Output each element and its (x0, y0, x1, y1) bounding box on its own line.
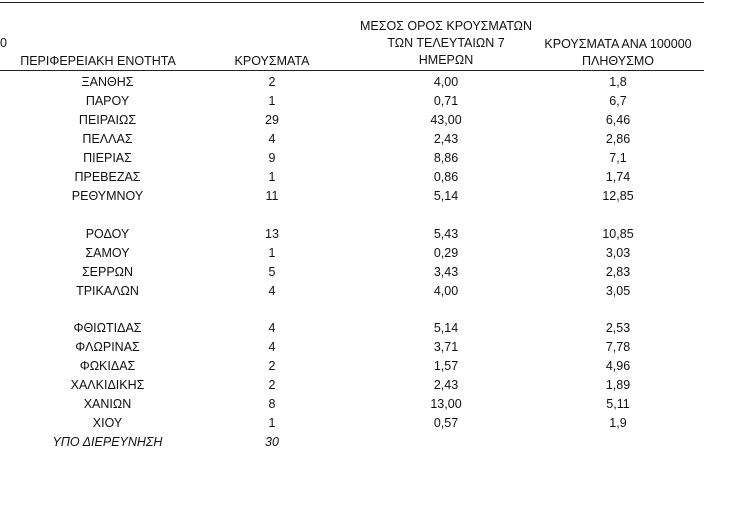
cell-region: ΣΑΜΟΥ (85, 246, 130, 260)
cell-region: ΣΕΡΡΩΝ (81, 265, 134, 279)
cell-region: ΧΑΝΙΩΝ (83, 397, 132, 411)
cell-cases: 4 (268, 321, 276, 335)
cell-cases: 11 (265, 189, 279, 203)
cell-cases: 13 (265, 227, 279, 241)
header-per-line-1: ΚΡΟΥΣΜΑΤΑ ΑΝΑ 100000 (544, 37, 692, 51)
cell-avg: 2,43 (433, 132, 459, 146)
cell-region: ΦΩΚΙΔΑΣ (79, 359, 136, 373)
cell-region: ΞΑΝΘΗΣ (81, 75, 134, 89)
cell-cases: 5 (268, 265, 276, 279)
header-avg-line-1: ΜΕΣΟΣ ΟΡΟΣ ΚΡΟΥΣΜΑΤΩΝ (359, 19, 533, 33)
cell-per100k: 6,7 (609, 94, 627, 108)
cell-cases: 2 (268, 75, 276, 89)
table-row (0, 92, 734, 111)
cell-cases: 30 (265, 435, 279, 449)
table-row (0, 244, 734, 263)
cell-per100k: 2,83 (605, 265, 631, 279)
cell-cases: 9 (268, 151, 276, 165)
cell-avg: 43,00 (430, 113, 462, 127)
table-row (0, 187, 734, 206)
cell-per100k: 10,85 (602, 227, 634, 241)
cell-per100k: 7,78 (605, 340, 631, 354)
cell-cases: 4 (268, 284, 276, 298)
cell-avg: 13,00 (430, 397, 462, 411)
table-row (0, 319, 734, 338)
cell-per100k: 12,85 (602, 189, 634, 203)
cut-off-number: 0 (0, 36, 7, 50)
cell-per100k: 1,8 (609, 75, 627, 89)
cell-avg: 3,71 (433, 340, 459, 354)
cell-region: ΠΕΛΛΑΣ (82, 132, 133, 146)
cell-avg: 4,00 (433, 284, 459, 298)
table-row (0, 168, 734, 187)
cell-region: ΠΕΙΡΑΙΩΣ (78, 113, 137, 127)
table-row (0, 263, 734, 282)
header-avg-line-2: ΤΩΝ ΤΕΛΕΥΤΑΙΩΝ 7 (387, 36, 505, 50)
table-row (0, 149, 734, 168)
cell-cases: 2 (268, 359, 276, 373)
header-per-line-2: ΠΛΗΘΥΣΜΟ (582, 54, 654, 68)
cell-region: ΥΠΟ ΔΙΕΡΕΥΝΗΣΗ (52, 435, 163, 449)
cell-per100k: 5,11 (606, 397, 630, 411)
cell-cases: 8 (268, 397, 276, 411)
cell-cases: 4 (268, 132, 276, 146)
column-header-region: ΠΕΡΙΦΕΡΕΙΑΚΗ ΕΝΟΤΗΤΑ (20, 54, 176, 68)
cell-cases: 1 (268, 170, 276, 184)
cell-avg: 3,43 (433, 265, 459, 279)
cell-per100k: 3,05 (605, 284, 631, 298)
cell-per100k: 1,89 (605, 378, 631, 392)
cell-avg: 0,57 (433, 416, 459, 430)
cell-per100k: 1,74 (605, 170, 631, 184)
cell-avg: 8,86 (433, 151, 459, 165)
cell-cases: 29 (265, 113, 279, 127)
cell-region: ΠΑΡΟΥ (85, 94, 130, 108)
cell-avg: 0,71 (433, 94, 459, 108)
cell-avg: 5,14 (433, 189, 459, 203)
table-row (0, 414, 734, 433)
table-row (0, 395, 734, 414)
cell-per100k: 3,03 (605, 246, 631, 260)
cell-region: ΠΡΕΒΕΖΑΣ (74, 170, 141, 184)
table-row (0, 376, 734, 395)
header-avg-line-3: ΗΜΕΡΩΝ (418, 53, 474, 67)
cell-cases: 1 (268, 94, 276, 108)
cell-avg: 2,43 (433, 378, 459, 392)
cell-avg: 0,86 (433, 170, 459, 184)
table-row (0, 130, 734, 149)
cell-region: ΧΑΛΚΙΔΙΚΗΣ (70, 378, 145, 392)
table-row (0, 111, 734, 130)
cell-avg: 5,14 (433, 321, 459, 335)
table-row (0, 225, 734, 244)
table-row (0, 357, 734, 376)
cell-per100k: 6,46 (605, 113, 631, 127)
cell-per100k: 7,1 (609, 151, 627, 165)
table-row-under-investigation (0, 433, 734, 452)
table-row (0, 282, 734, 301)
cell-region: ΤΡΙΚΑΛΩΝ (76, 284, 139, 298)
cell-per100k: 1,9 (609, 416, 627, 430)
table-row (0, 73, 734, 92)
cell-per100k: 4,96 (605, 359, 631, 373)
cell-cases: 4 (268, 340, 276, 354)
cell-cases: 1 (268, 246, 276, 260)
cell-avg: 0,29 (433, 246, 459, 260)
table-row (0, 338, 734, 357)
cell-cases: 1 (268, 416, 276, 430)
cell-region: ΠΙΕΡΙΑΣ (83, 151, 132, 165)
cell-avg: 5,43 (433, 227, 459, 241)
cell-avg: 4,00 (433, 75, 459, 89)
cell-region: ΡΕΘΥΜΝΟΥ (71, 189, 144, 203)
cell-avg: 1,57 (433, 359, 459, 373)
cell-region: ΦΛΩΡΙΝΑΣ (75, 340, 140, 354)
cell-region: ΡΟΔΟΥ (85, 227, 130, 241)
cell-region: ΧΙΟΥ (92, 416, 123, 430)
cell-per100k: 2,53 (605, 321, 631, 335)
cell-per100k: 2,86 (605, 132, 631, 146)
cell-cases: 2 (268, 378, 276, 392)
cell-region: ΦΘΙΩΤΙΔΑΣ (73, 321, 142, 335)
column-header-cases: ΚΡΟΥΣΜΑΤΑ (234, 54, 310, 68)
